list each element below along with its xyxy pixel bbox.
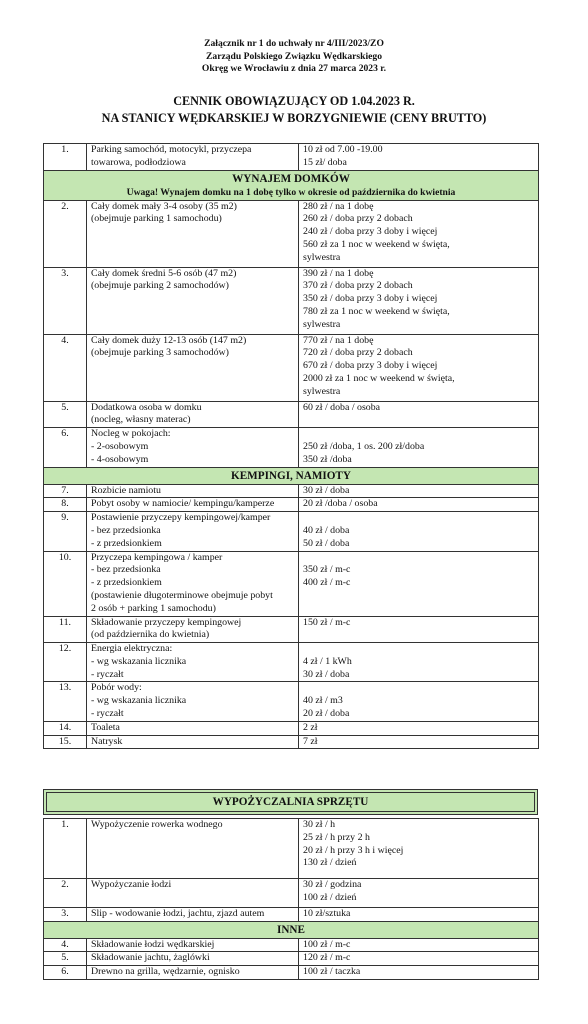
row-description [87,428,299,467]
section-header-inne-cell [44,921,539,938]
text-line: - wg wskazania licznika [91,695,187,707]
text-line: 60 zł / doba / osoba [303,401,381,413]
section-header-inne [44,921,539,938]
text-line: 30 zł / doba [303,484,350,496]
text-line [303,552,534,565]
row-price [299,879,539,908]
row-description [87,267,299,334]
table-row [44,428,539,467]
row-number: 8. [44,498,87,512]
table-row [44,952,539,966]
section-title-sprzet: WYPOŻYCZALNIA SPRZĘTU [212,796,369,808]
text-line: 400 zł / m-c [303,577,351,589]
section-title: INNE [277,923,305,936]
section-title: KEMPINGI, NAMIOTY [231,469,351,482]
text-line: 40 zł / doba [303,524,350,536]
row-price [299,952,539,966]
text-line: 2000 zł za 1 noc w weekend w święta, [303,372,455,384]
row-price [299,735,539,749]
text-line: Pobyt osoby w namiocie/ kempingu/kamperze [91,498,275,510]
row-price [299,938,539,952]
text-line: Dodatkowa osoba w domku [91,401,202,413]
table-row [44,966,539,980]
text-line: 4 zł / 1 kWh [303,655,352,667]
text-line: Natrysk [91,735,123,747]
table-row [44,938,539,952]
text-line: 370 zł / doba przy 2 dobach [303,280,413,292]
text-line [303,643,534,656]
text-line: 20 zł /doba / osoba [303,498,378,510]
section-title: WYNAJEM DOMKÓW [232,172,350,185]
row-number: 2. [44,200,87,267]
text-line: Cały domek mały 3-4 osoby (35 m2) [91,200,237,212]
table-row [44,616,539,643]
text-line: Cały domek średni 5-6 osób (47 m2) [91,267,237,279]
section-header-domki [44,170,539,200]
row-number: 1. [44,144,87,171]
text-line: (obejmuje parking 1 samochodu) [91,213,222,225]
text-line: 670 zł / doba przy 3 doby i więcej [303,360,438,372]
text-line: 390 zł / na 1 dobę [303,267,374,279]
row-description [87,682,299,721]
row-description [87,938,299,952]
section-header-kempingi [44,467,539,484]
title-line-2: NA STANICY WĘDKARSKIEJ W BORZYGNIEWIE (CENY BRUTTO) [101,111,487,125]
row-price [299,616,539,643]
text-line: 10 zł od 7.00 -19.00 [303,144,383,155]
row-price [299,966,539,980]
title-line-1: CENNIK OBOWIĄZUJĄCY OD 1.04.2023 R. [173,94,415,108]
row-price [299,428,539,467]
row-number: 6. [44,428,87,467]
table-row [44,512,539,551]
text-line: 100 zł / taczka [303,966,361,978]
row-number: 4. [44,334,87,401]
text-line: Toaleta [91,721,120,733]
row-price [299,682,539,721]
row-description [87,144,299,171]
row-description [87,512,299,551]
row-description [87,551,299,616]
text-line: Nocleg w pokojach: [91,428,171,440]
text-line: 30 zł / h [303,819,336,830]
text-line: 120 zł / m-c [303,952,351,964]
text-line: - bez przedsionka [91,524,161,536]
row-number: 10. [44,551,87,616]
row-number: 15. [44,735,87,749]
price-table-equipment [43,818,539,980]
table-row [44,907,539,921]
text-line: (nocleg, własny materac) [91,414,191,426]
text-line: 50 zł / doba [303,537,350,549]
row-price [299,498,539,512]
text-line: - 2-osobowym [91,440,149,452]
table-row [44,879,539,908]
text-line [303,428,534,441]
row-number: 12. [44,643,87,682]
text-line: Składowanie łodzi wędkarskiej [91,938,215,950]
text-line: (postawienie długoterminowe obejmuje pobyt [91,589,273,601]
row-price [299,907,539,921]
row-description [87,616,299,643]
section-header-kempingi-cell [44,467,539,484]
text-line: Postawienie przyczepy kempingowej/kamper [91,512,271,524]
text-line: Wypożyczenie rowerka wodnego [91,819,223,830]
text-line: Parking samochód, motocykl, przyczepa [91,144,252,155]
text-line [303,682,534,695]
text-line: 150 zł / m-c [303,616,351,628]
row-price [299,643,539,682]
text-line: 2 osób + parking 1 samochodu) [91,602,216,614]
row-description [87,200,299,267]
text-line: Wypożyczanie łodzi [91,879,172,891]
text-line: - wg wskazania licznika [91,655,187,667]
text-line: - ryczałt [91,668,124,680]
text-line: 560 zł za 1 noc w weekend w święta, [303,238,450,250]
row-price [299,819,539,879]
table-row [44,721,539,735]
header-line-1: Załącznik nr 1 do uchwały nr 4/III/2023/ZO [204,38,384,49]
text-line: 25 zł / h przy 2 h [303,831,370,843]
row-number: 2. [44,879,87,908]
row-price [299,721,539,735]
text-line: 350 zł / m-c [303,564,351,576]
row-number: 13. [44,682,87,721]
table-row [44,401,539,428]
row-price [299,401,539,428]
section-header-sprzet [43,789,538,815]
table-row [44,735,539,749]
row-description [87,498,299,512]
text-line: 260 zł / doba przy 2 dobach [303,213,413,225]
row-number: 3. [44,907,87,921]
text-line: (obejmuje parking 2 samochodów) [91,280,229,292]
row-price [299,512,539,551]
text-line: 2 zł [303,721,318,733]
row-number: 11. [44,616,87,643]
text-line: 20 zł / h przy 3 h i więcej [303,844,404,856]
row-price [299,144,539,171]
row-number: 7. [44,484,87,498]
table-row [44,819,539,879]
table-row [44,682,539,721]
document-title [0,93,588,127]
text-line: 30 zł / godzina [303,879,362,891]
row-description [87,643,299,682]
row-description [87,401,299,428]
text-line: 720 zł / doba przy 2 dobach [303,347,413,359]
text-line: 350 zł / doba przy 3 doby i więcej [303,293,438,305]
table-row [44,643,539,682]
text-line: 280 zł / na 1 dobę [303,200,374,212]
section-note: Uwaga! Wynajem domku na 1 dobę tylko w okresie od października do kwietnia [126,186,456,198]
text-line: 350 zł /doba [303,453,352,465]
text-line: Przyczepa kempingowa / kamper [91,551,223,563]
table-row [44,498,539,512]
text-line: 20 zł / doba [303,708,350,720]
row-number: 9. [44,512,87,551]
table-row [44,200,539,267]
row-description [87,735,299,749]
table-row [44,144,539,171]
row-description [87,952,299,966]
section-header-domki-cell [44,170,539,200]
text-line: 15 zł/ doba [303,156,347,168]
text-line: 30 zł / doba [303,668,350,680]
row-price [299,551,539,616]
row-number: 5. [44,401,87,428]
row-number: 3. [44,267,87,334]
text-line: sylwestra [303,385,341,397]
table-row [44,551,539,616]
text-line: 240 zł / doba przy 3 doby i więcej [303,226,438,238]
document-header [0,38,588,76]
row-description [87,484,299,498]
text-line: towarowa, podłodziowa [91,156,186,168]
row-number: 6. [44,966,87,980]
text-line: Rozbicie namiotu [91,484,161,496]
text-line: Składowanie przyczepy kempingowej [91,616,242,628]
text-line: 130 zł / dzień [303,857,357,869]
row-description [87,334,299,401]
text-line: sylwestra [303,318,341,330]
text-line: - z przedsionkiem [91,577,162,589]
table-row [44,334,539,401]
text-line: 100 zł / m-c [303,938,351,950]
price-table-main [43,143,539,749]
text-line: 100 zł / dzień [303,891,357,903]
row-price [299,334,539,401]
text-line: - bez przedsionka [91,564,161,576]
text-line: (od października do kwietnia) [91,629,210,641]
table-row [44,484,539,498]
text-line: 40 zł / m3 [303,695,343,707]
text-line: - z przedsionkiem [91,537,162,549]
row-price [299,484,539,498]
text-line: Slip - wodowanie łodzi, jachtu, zjazd autem [91,907,265,919]
row-description [87,879,299,908]
row-number: 5. [44,952,87,966]
row-price [299,267,539,334]
text-line: Energia elektryczna: [91,643,173,655]
row-price [299,200,539,267]
row-description [87,907,299,921]
text-line: 10 zł/sztuka [303,907,351,919]
text-line: 780 zł za 1 noc w weekend w święta, [303,305,450,317]
text-line: sylwestra [303,251,341,263]
header-line-2: Zarządu Polskiego Związku Wędkarskiego [206,50,382,62]
table-row [44,267,539,334]
text-line [303,512,534,525]
text-line: (obejmuje parking 3 samochodów) [91,347,229,359]
row-description [87,966,299,980]
text-line: Cały domek duży 12-13 osób (147 m2) [91,334,247,346]
row-number: 14. [44,721,87,735]
row-number: 4. [44,938,87,952]
row-description [87,721,299,735]
text-line: Pobór wody: [91,682,142,694]
text-line: 7 zł [303,735,318,747]
row-description [87,819,299,879]
text-line: Składowanie jachtu, żaglówki [91,952,210,964]
text-line: Drewno na grilla, wędzarnie, ognisko [91,966,240,978]
text-line: - ryczałt [91,708,124,720]
text-line: 770 zł / na 1 dobę [303,334,374,346]
header-line-3: Okręg we Wrocławiu z dnia 27 marca 2023 r. [201,63,387,74]
text-line: 250 zł /doba, 1 os. 200 zł/doba [303,440,425,452]
text-line: - 4-osobowym [91,453,149,465]
row-number: 1. [44,819,87,879]
